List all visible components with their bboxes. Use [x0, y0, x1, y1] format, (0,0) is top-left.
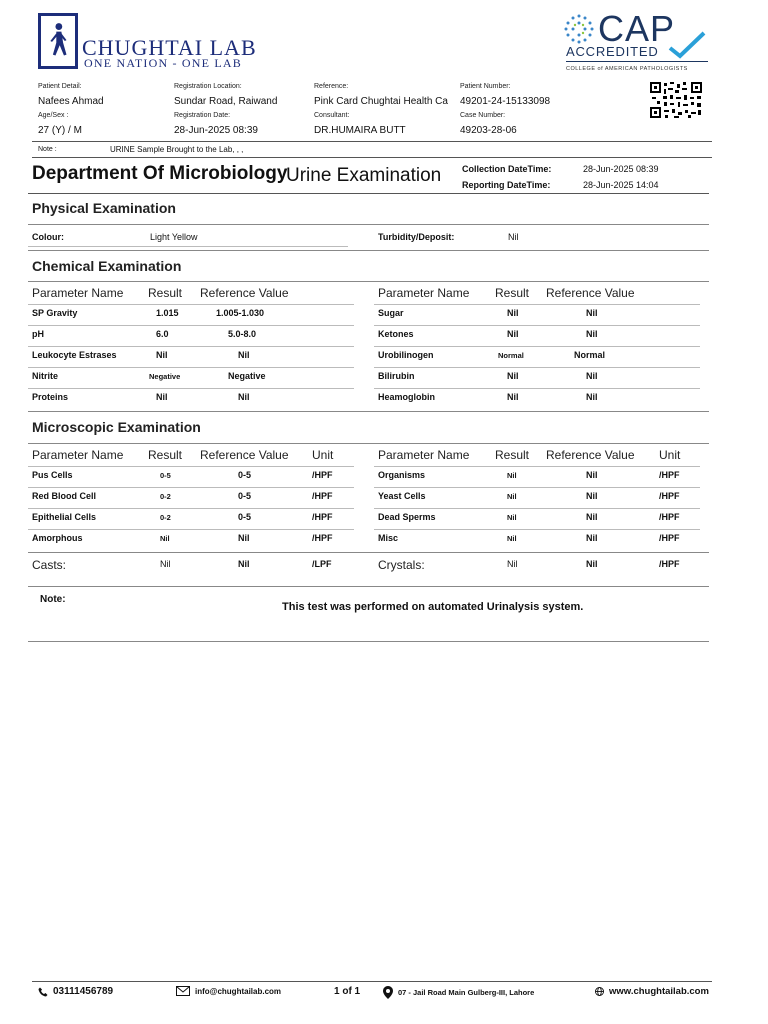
- chem-ref-value: Negative: [228, 371, 266, 381]
- colour-value: Light Yellow: [150, 232, 198, 242]
- col-parameter-name: Parameter Name: [378, 448, 470, 462]
- walking-man-icon: [41, 16, 75, 66]
- chem-result: Nil: [507, 392, 519, 402]
- row-divider: [28, 466, 354, 467]
- col-result: Result: [148, 286, 183, 300]
- micro-ref-value: 0-5: [238, 491, 252, 501]
- micro-unit: /HPF: [659, 512, 680, 522]
- consultant-label: Consultant:: [314, 112, 350, 119]
- divider: [28, 224, 709, 225]
- footer-address: [383, 986, 534, 999]
- micro-ref-value: Nil: [586, 533, 598, 543]
- divider: [28, 250, 709, 251]
- micro-ref-value: Nil: [586, 470, 598, 480]
- row-divider: [28, 487, 354, 488]
- micro-ref-value: 0-5: [238, 512, 252, 522]
- row-divider: [28, 529, 354, 530]
- note-label: Note :: [38, 146, 57, 153]
- row-divider: [374, 529, 700, 530]
- reg-date-label: Registration Date:: [174, 112, 231, 119]
- case-number-value: 49203-28-06: [460, 125, 517, 136]
- chem-param-name: Urobilinogen: [378, 350, 434, 360]
- chem-param-name: Proteins: [32, 392, 69, 402]
- row-divider: [374, 508, 700, 509]
- micro-param-name: Organisms: [378, 470, 426, 480]
- note-section-label: Note:: [40, 594, 66, 605]
- divider: [28, 281, 709, 282]
- location-pin-icon: [383, 986, 393, 999]
- cap-title: CAP: [598, 8, 676, 49]
- chem-param-name: Sugar: [378, 308, 404, 318]
- col-parameter-name: Parameter Name: [32, 286, 124, 300]
- page-number: 1 of 1: [334, 986, 361, 997]
- case-number-label: Case Number:: [460, 112, 506, 119]
- note-value: URINE Sample Brought to the Lab, , ,: [110, 145, 244, 154]
- row-divider: [28, 325, 354, 326]
- micro-result: Nil: [160, 534, 170, 543]
- crystals-unit: /HPF: [659, 559, 680, 569]
- chem-param-name: SP Gravity: [32, 308, 78, 318]
- turbidity-value: Nil: [508, 232, 519, 242]
- address-text: 07 - Jail Road Main Gulberg-III, Lahore: [398, 988, 535, 997]
- crystals-result: Nil: [507, 559, 518, 569]
- micro-unit: /HPF: [312, 512, 333, 522]
- footer-website[interactable]: [595, 986, 709, 997]
- reference-label: Reference:: [314, 83, 349, 90]
- divider: [28, 411, 709, 412]
- email-text: info@chughtailab.com: [195, 986, 282, 996]
- row-divider: [374, 325, 700, 326]
- globe-icon: [595, 987, 604, 996]
- crystals-label: Crystals:: [378, 558, 425, 572]
- micro-param-name: Misc: [378, 533, 399, 543]
- micro-param-name: Pus Cells: [32, 470, 73, 480]
- micro-result: Nil: [507, 513, 517, 522]
- chem-result: Negative: [149, 372, 181, 381]
- phone-text: 03111456789: [53, 986, 114, 997]
- micro-param-name: Red Blood Cell: [32, 491, 97, 501]
- col-reference-value: Reference Value: [200, 286, 289, 300]
- footer-email[interactable]: [176, 986, 281, 996]
- test-title: Urine Examination: [286, 165, 442, 186]
- patient-number-value: 49201-24-15133098: [460, 96, 551, 107]
- micro-ref-value: Nil: [586, 491, 598, 501]
- col-parameter-name: Parameter Name: [378, 286, 470, 300]
- casts-label: Casts:: [32, 558, 67, 572]
- chem-ref-value: 5.0-8.0: [228, 329, 257, 339]
- reference-value: Pink Card Chughtai Health Ca: [314, 96, 448, 107]
- cap-divider: [566, 61, 708, 62]
- micro-result: Nil: [507, 492, 517, 501]
- note-section-text: This test was performed on automated Urinalysis system.: [282, 601, 584, 613]
- brand-tagline: ONE NATION - ONE LAB: [84, 56, 242, 70]
- mail-icon: [176, 986, 190, 996]
- cap-dots-icon: [563, 13, 595, 45]
- col-reference-value: Reference Value: [200, 448, 289, 462]
- reg-location-label: Registration Location:: [174, 83, 242, 90]
- chem-param-name: Heamoglobin: [378, 392, 436, 402]
- micro-result: 0-2: [160, 513, 171, 522]
- col-reference-value: Reference Value: [546, 286, 635, 300]
- row-divider: [374, 346, 700, 347]
- micro-unit: /HPF: [312, 491, 333, 501]
- micro-result: 0-2: [160, 492, 171, 501]
- reporting-value: 28-Jun-2025 14:04: [583, 180, 659, 190]
- divider: [28, 552, 709, 553]
- chemical-section-title: Chemical Examination: [32, 258, 182, 274]
- cap-subtitle: COLLEGE of AMERICAN PATHOLOGISTS: [566, 66, 688, 72]
- colour-label: Colour:: [32, 232, 64, 242]
- chem-ref-value: Nil: [586, 371, 598, 381]
- micro-ref-value: 0-5: [238, 470, 252, 480]
- chem-param-name: Ketones: [378, 329, 414, 339]
- micro-unit: /HPF: [312, 533, 333, 543]
- row-divider: [374, 487, 700, 488]
- micro-unit: /HPF: [659, 533, 680, 543]
- chem-param-name: Bilirubin: [378, 371, 415, 381]
- micro-param-name: Amorphous: [32, 533, 83, 543]
- divider: [28, 586, 709, 587]
- chem-result: 1.015: [156, 308, 179, 318]
- reg-location-value: Sundar Road, Raiwand: [174, 96, 278, 107]
- agesex-value: 27 (Y) / M: [38, 125, 82, 136]
- patient-number-label: Patient Number:: [460, 83, 511, 90]
- footer-divider: [32, 981, 712, 982]
- checkmark-icon: [668, 30, 706, 60]
- casts-ref: Nil: [238, 559, 250, 569]
- micro-unit: /HPF: [659, 491, 680, 501]
- chem-result: Normal: [498, 351, 524, 360]
- chem-result: Nil: [507, 371, 519, 381]
- micro-param-name: Dead Sperms: [378, 512, 436, 522]
- collection-label: Collection DateTime:: [462, 164, 552, 174]
- divider: [28, 193, 709, 194]
- chem-ref-value: Nil: [238, 350, 250, 360]
- reporting-label: Reporting DateTime:: [462, 180, 551, 190]
- phone-icon: [38, 987, 48, 997]
- turbidity-label: Turbidity/Deposit:: [378, 232, 455, 242]
- row-divider: [28, 367, 354, 368]
- qr-code-icon: [650, 82, 702, 118]
- department-title: Department Of Microbiology: [32, 163, 288, 184]
- microscopic-section-title: Microscopic Examination: [32, 419, 201, 435]
- chughtai-logo-icon: [38, 13, 78, 69]
- col-parameter-name: Parameter Name: [32, 448, 124, 462]
- crystals-ref: Nil: [586, 559, 598, 569]
- footer-phone[interactable]: [38, 986, 113, 997]
- col-result: Result: [495, 286, 530, 300]
- consultant-value: DR.HUMAIRA BUTT: [314, 125, 406, 136]
- agesex-label: Age/Sex :: [38, 112, 69, 119]
- chem-ref-value: Nil: [586, 308, 598, 318]
- row-divider: [28, 508, 354, 509]
- chem-result: 6.0: [156, 329, 169, 339]
- micro-ref-value: Nil: [586, 512, 598, 522]
- collection-value: 28-Jun-2025 08:39: [583, 164, 659, 174]
- divider: [28, 443, 709, 444]
- row-divider: [374, 367, 700, 368]
- patient-detail-label: Patient Detail:: [38, 83, 82, 90]
- col-result: Result: [148, 448, 183, 462]
- cap-accredited: ACCREDITED: [566, 44, 659, 59]
- chem-ref-value: Nil: [238, 392, 250, 402]
- brand-name: CHUGHTAI LAB: [82, 35, 257, 60]
- chem-result: Nil: [156, 392, 168, 402]
- micro-param-name: Yeast Cells: [378, 491, 426, 501]
- chem-ref-value: Normal: [574, 350, 606, 360]
- row-divider: [374, 466, 700, 467]
- col-reference-value: Reference Value: [546, 448, 635, 462]
- casts-result: Nil: [160, 559, 171, 569]
- micro-result: Nil: [507, 471, 517, 480]
- chem-result: Nil: [156, 350, 168, 360]
- physical-section-title: Physical Examination: [32, 200, 176, 216]
- row-divider: [374, 304, 700, 305]
- casts-unit: /LPF: [312, 559, 332, 569]
- chem-ref-value: Nil: [586, 392, 598, 402]
- chem-result: Nil: [507, 329, 519, 339]
- chem-param-name: Leukocyte Estrases: [32, 350, 117, 360]
- website-text: www.chughtailab.com: [609, 986, 709, 997]
- col-unit: Unit: [312, 448, 334, 462]
- chem-ref-value: 1.005-1.030: [216, 308, 265, 318]
- chem-param-name: Nitrite: [32, 371, 59, 381]
- micro-unit: /HPF: [312, 470, 333, 480]
- patient-name: Nafees Ahmad: [38, 96, 104, 107]
- chem-result: Nil: [507, 308, 519, 318]
- micro-param-name: Epithelial Cells: [32, 512, 97, 522]
- chem-ref-value: Nil: [586, 329, 598, 339]
- reg-date-value: 28-Jun-2025 08:39: [174, 125, 258, 136]
- col-result: Result: [495, 448, 530, 462]
- row-divider: [28, 388, 354, 389]
- divider: [32, 157, 712, 158]
- col-unit: Unit: [659, 448, 681, 462]
- divider: [32, 141, 712, 142]
- micro-result: Nil: [507, 534, 517, 543]
- micro-unit: /HPF: [659, 470, 680, 480]
- chem-param-name: pH: [32, 329, 44, 339]
- micro-ref-value: Nil: [238, 533, 250, 543]
- micro-result: 0-5: [160, 471, 171, 480]
- row-divider: [28, 246, 348, 247]
- row-divider: [28, 304, 354, 305]
- divider: [28, 641, 709, 642]
- row-divider: [374, 388, 700, 389]
- row-divider: [28, 346, 354, 347]
